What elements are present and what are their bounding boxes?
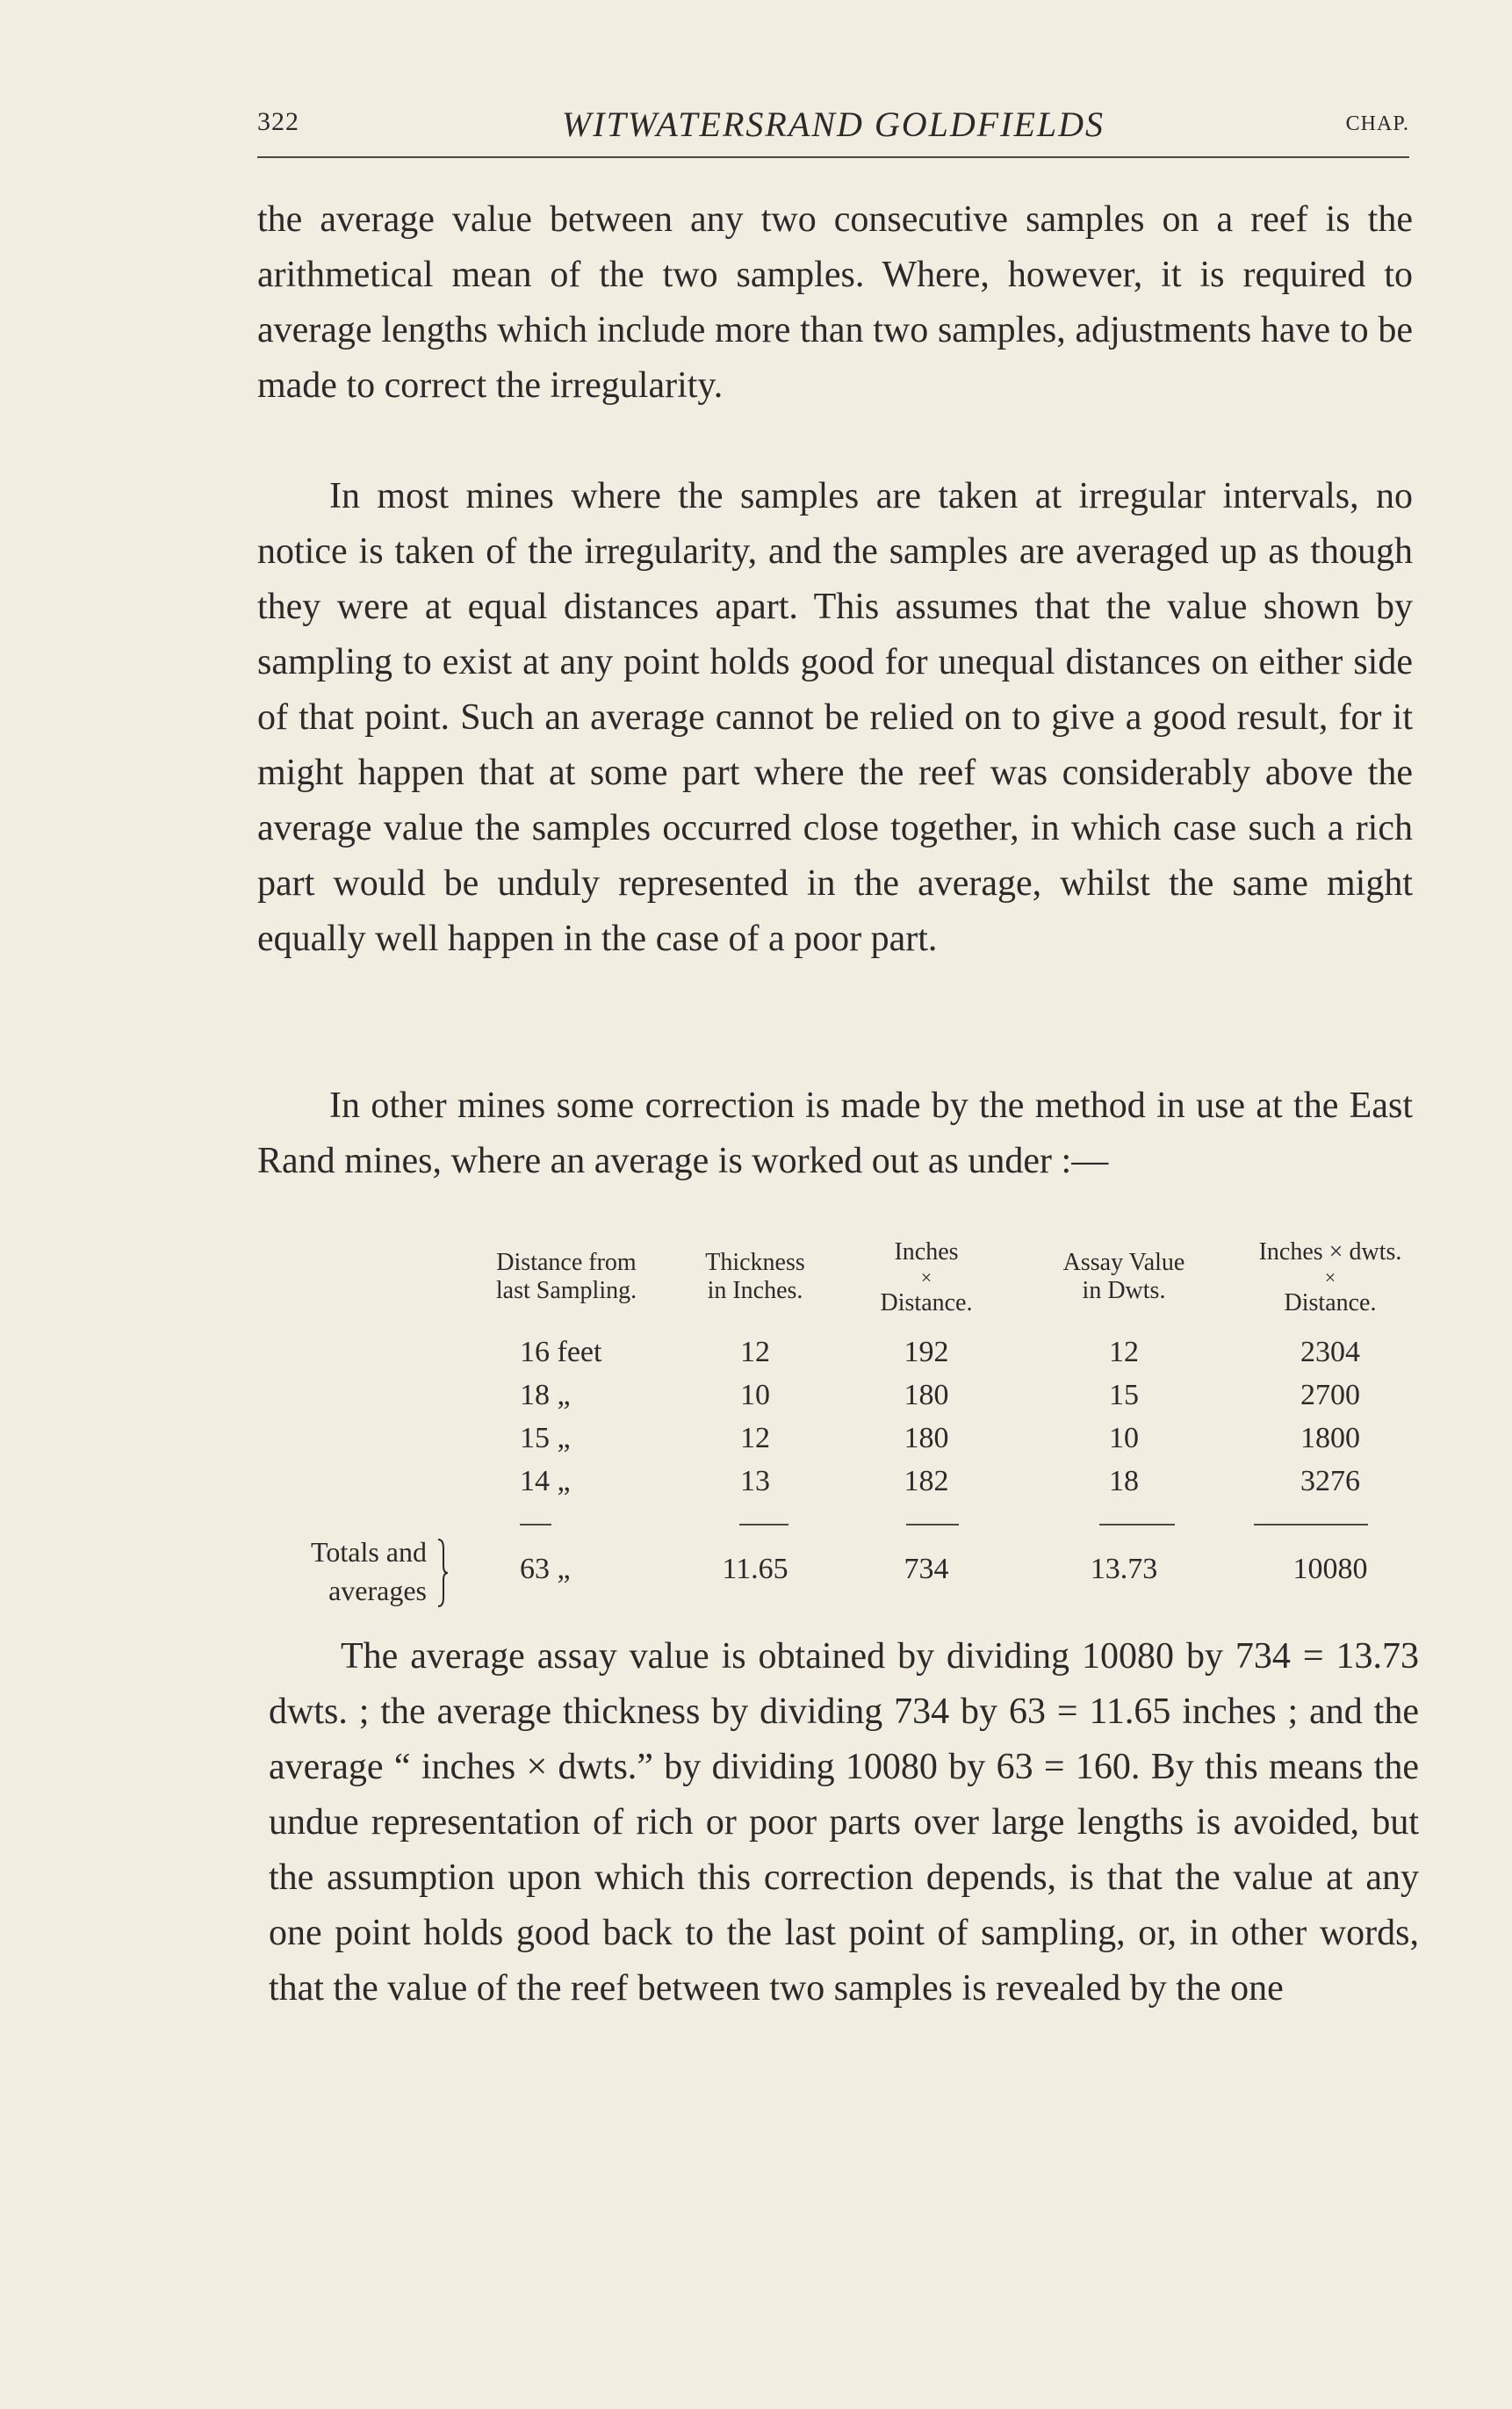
- header-inches-line2: ×: [920, 1266, 932, 1288]
- cell-product: 3276: [1300, 1465, 1360, 1497]
- cell-thickness: 13: [740, 1465, 770, 1497]
- cell-assay: 15: [1109, 1379, 1139, 1411]
- cell-thickness: 12: [740, 1336, 770, 1368]
- totals-label: [260, 1533, 427, 1610]
- header-thickness-line2: in Inches.: [707, 1277, 803, 1304]
- rule-distance: [520, 1524, 551, 1525]
- header-thickness: [676, 1249, 834, 1305]
- header-distance-line2: last Sampling.: [495, 1277, 637, 1304]
- running-title: WITWATERSRAND GOLDFIELDS: [561, 105, 1105, 144]
- cell-distance: 15 „: [520, 1422, 571, 1454]
- cell-inches-distance: 180: [904, 1379, 949, 1411]
- cell-assay: 10: [1109, 1422, 1139, 1454]
- cell-inches-distance: 182: [904, 1465, 949, 1497]
- header-inches-line3: Distance.: [880, 1289, 973, 1316]
- header-assay-line2: in Dwts.: [1082, 1277, 1166, 1304]
- cell-distance: 16 feet: [520, 1336, 602, 1368]
- header-inches-distance: [852, 1238, 1001, 1317]
- table-header: [0, 1238, 1512, 1335]
- cell-product: 2700: [1300, 1379, 1360, 1411]
- header-assay: [1023, 1249, 1225, 1305]
- header-assay-line1: Assay Value: [1062, 1249, 1185, 1276]
- cell-distance: 18 „: [520, 1379, 571, 1411]
- header-distance-line1: Distance from: [496, 1249, 637, 1276]
- header-product-line2: ×: [1324, 1266, 1336, 1288]
- cell-assay: 18: [1109, 1465, 1139, 1497]
- total-distance: 63 „: [520, 1553, 571, 1585]
- rule-product: [1254, 1524, 1368, 1525]
- header-distance: [457, 1249, 676, 1305]
- cell-thickness: 12: [740, 1422, 770, 1454]
- total-inches-distance: 734: [904, 1553, 949, 1585]
- cell-inches-distance: 180: [904, 1422, 949, 1454]
- brace-icon: [436, 1538, 450, 1608]
- header-product-line3: Distance.: [1284, 1289, 1377, 1316]
- chapter-label: CHAP.: [1345, 112, 1409, 135]
- cell-thickness: 10: [740, 1379, 770, 1411]
- totals-label-line2: averages: [328, 1575, 427, 1606]
- page-header: [257, 104, 1409, 158]
- total-assay: 13.73: [1090, 1553, 1158, 1585]
- header-thickness-line1: Thickness: [705, 1249, 805, 1276]
- paragraph-continued: the average value between any two consecutive samples on a reef is the arithmetical mean of the two samples. Where, however, it is required to average lengths which include more than two samples, adjustments have to be made to correct the irregularity.: [257, 199, 1413, 406]
- paragraph-average-calculation: The average assay value is obtained by dividing 10080 by 734 = 13.73 dwts. ; the average thickness by dividing 734 by 63 = 11.65 inches ; and the average “ inches × dwts.” by dividing 10080 by 63 = 160. By this means the undue representation of rich or poor parts over large lengths is avoided, but the assumption upon which this correction depends, is that the value at any one point holds good back to the last point of sampling, or, in other words, that the value of the reef between two samples is revealed by the one: [269, 1636, 1419, 2009]
- totals-label-line1: Totals and: [311, 1536, 427, 1568]
- paragraph-east-rand-method: In other mines some correction is made by the method in use at the East Rand mines, where an average is worked out as under :—: [257, 1085, 1413, 1181]
- header-product: [1229, 1238, 1431, 1317]
- cell-inches-distance: 192: [904, 1336, 949, 1368]
- total-product: 10080: [1292, 1553, 1368, 1585]
- total-thickness: 11.65: [722, 1553, 788, 1585]
- page-number: 322: [257, 107, 299, 136]
- table-separator: [0, 1524, 1512, 1525]
- paragraph-irregular-intervals: In most mines where the samples are taken at irregular intervals, no notice is taken of the irregularity, and the samples are averaged up as though they were at equal distances apart. This assumes that the value shown by sampling to exist at any point holds good for unequal distances on either side of that point. Such an average cannot be relied on to give a good result, for it might happen that at some part where the reef was considerably above the average value the samples occurred close together, in which case such a rich part would be unduly represented in the average, whilst the same might equally well happen in the case of a poor part.: [257, 476, 1413, 959]
- rule-thickness: [739, 1524, 788, 1525]
- cell-assay: 12: [1109, 1336, 1139, 1368]
- cell-distance: 14 „: [520, 1465, 571, 1497]
- rule-inches-distance: [906, 1524, 959, 1525]
- rule-assay: [1099, 1524, 1175, 1525]
- cell-product: 2304: [1300, 1336, 1360, 1368]
- header-inches-line1: Inches: [894, 1238, 959, 1266]
- header-product-line1: Inches × dwts.: [1258, 1238, 1402, 1266]
- totals-row: [0, 1533, 1512, 1620]
- cell-product: 1800: [1300, 1422, 1360, 1454]
